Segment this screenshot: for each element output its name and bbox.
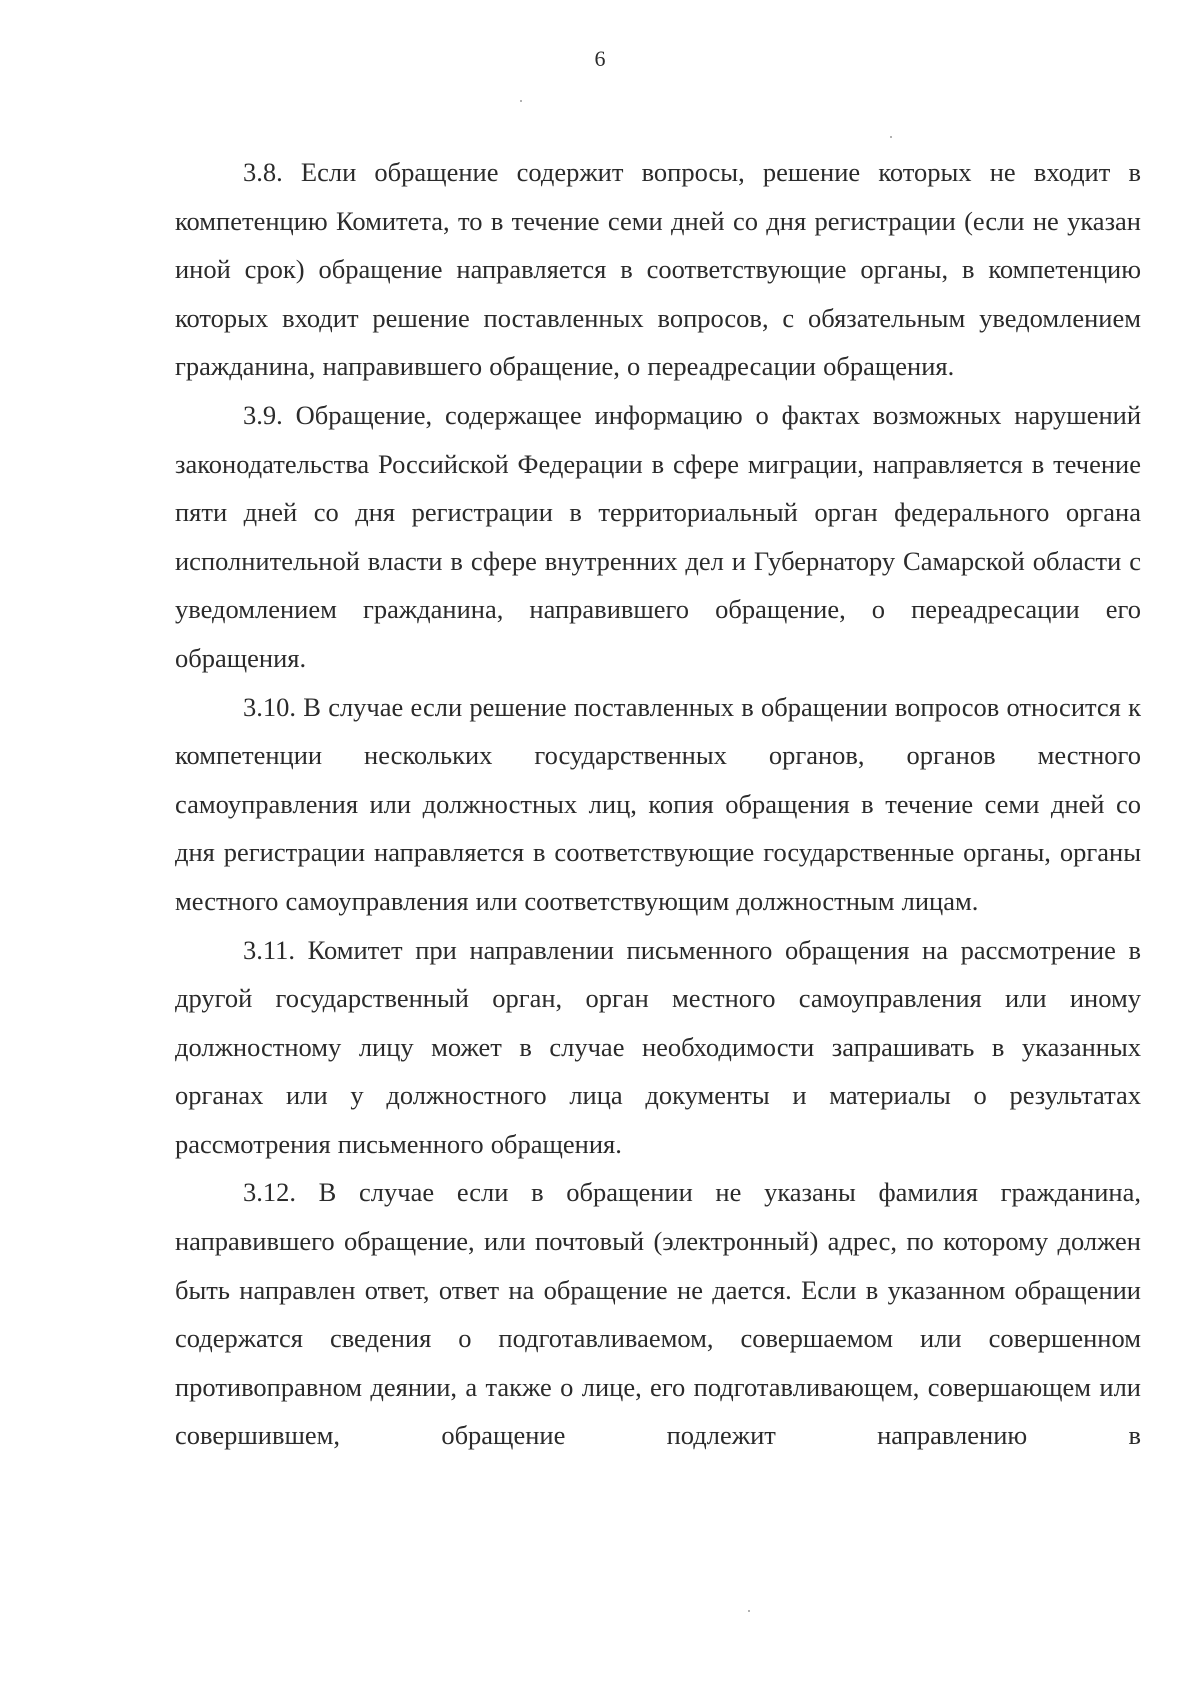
scan-speck <box>520 100 522 102</box>
paragraph-3-10: 3.10. В случае если решение поставленных в обращении вопросов относится к компетенции нескольких государственных органов, органов местного самоуправления или должностных лиц, копия обращения в течение семи дней со дня регистрации направляется в соответствующие государственные органы, органы местного самоуправления или соответствующим должностным лицам. <box>175 691 1141 916</box>
paragraph-3-9: 3.9. Обращение, содержащее информацию о фактах возможных нарушений законодательства Российской Федерации в сфере миграции, направляется в течение пяти дней со дня регистрации в территориальный орган федерального органа исполнительной власти в сфере внутренних дел и Губернатору Самарской области с уведомлением гражданина, направившего обращение, о переадресации его обращения. <box>175 399 1141 673</box>
scan-speck <box>748 1610 750 1612</box>
scan-speck <box>890 136 892 138</box>
document-body <box>175 148 1141 1460</box>
page-number: 6 <box>594 46 606 71</box>
paragraph-3-12: 3.12. В случае если в обращении не указаны фамилия гражданина, направившего обращение, или почтовый (электронный) адрес, по которому должен быть направлен ответ, ответ на обращение не дается. Если в указанном обращении содержатся сведения о подготавливаемом, совершаемом или совершенном противоправном деянии, а также о лице, его подготавливающем, совершающем или совершившем, обращение подлежит направлению в <box>175 1177 1141 1451</box>
paragraph-3-11: 3.11. Комитет при направлении письменного обращения на рассмотрение в другой государственный орган, орган местного самоуправления или иному должностному лицу может в случае необходимости запрашивать в указанных органах или у должностного лица документы и материалы о результатах рассмотрения письменного обращения. <box>175 934 1141 1159</box>
paragraph-3-8: 3.8. Если обращение содержит вопросы, решение которых не входит в компетенцию Комитета, то в течение семи дней со дня регистрации (если не указан иной срок) обращение направляется в соответствующие органы, в компетенцию которых входит решение поставленных вопросов, с обязательным уведомлением гражданина, направившего обращение, о переадресации обращения. <box>175 157 1141 382</box>
